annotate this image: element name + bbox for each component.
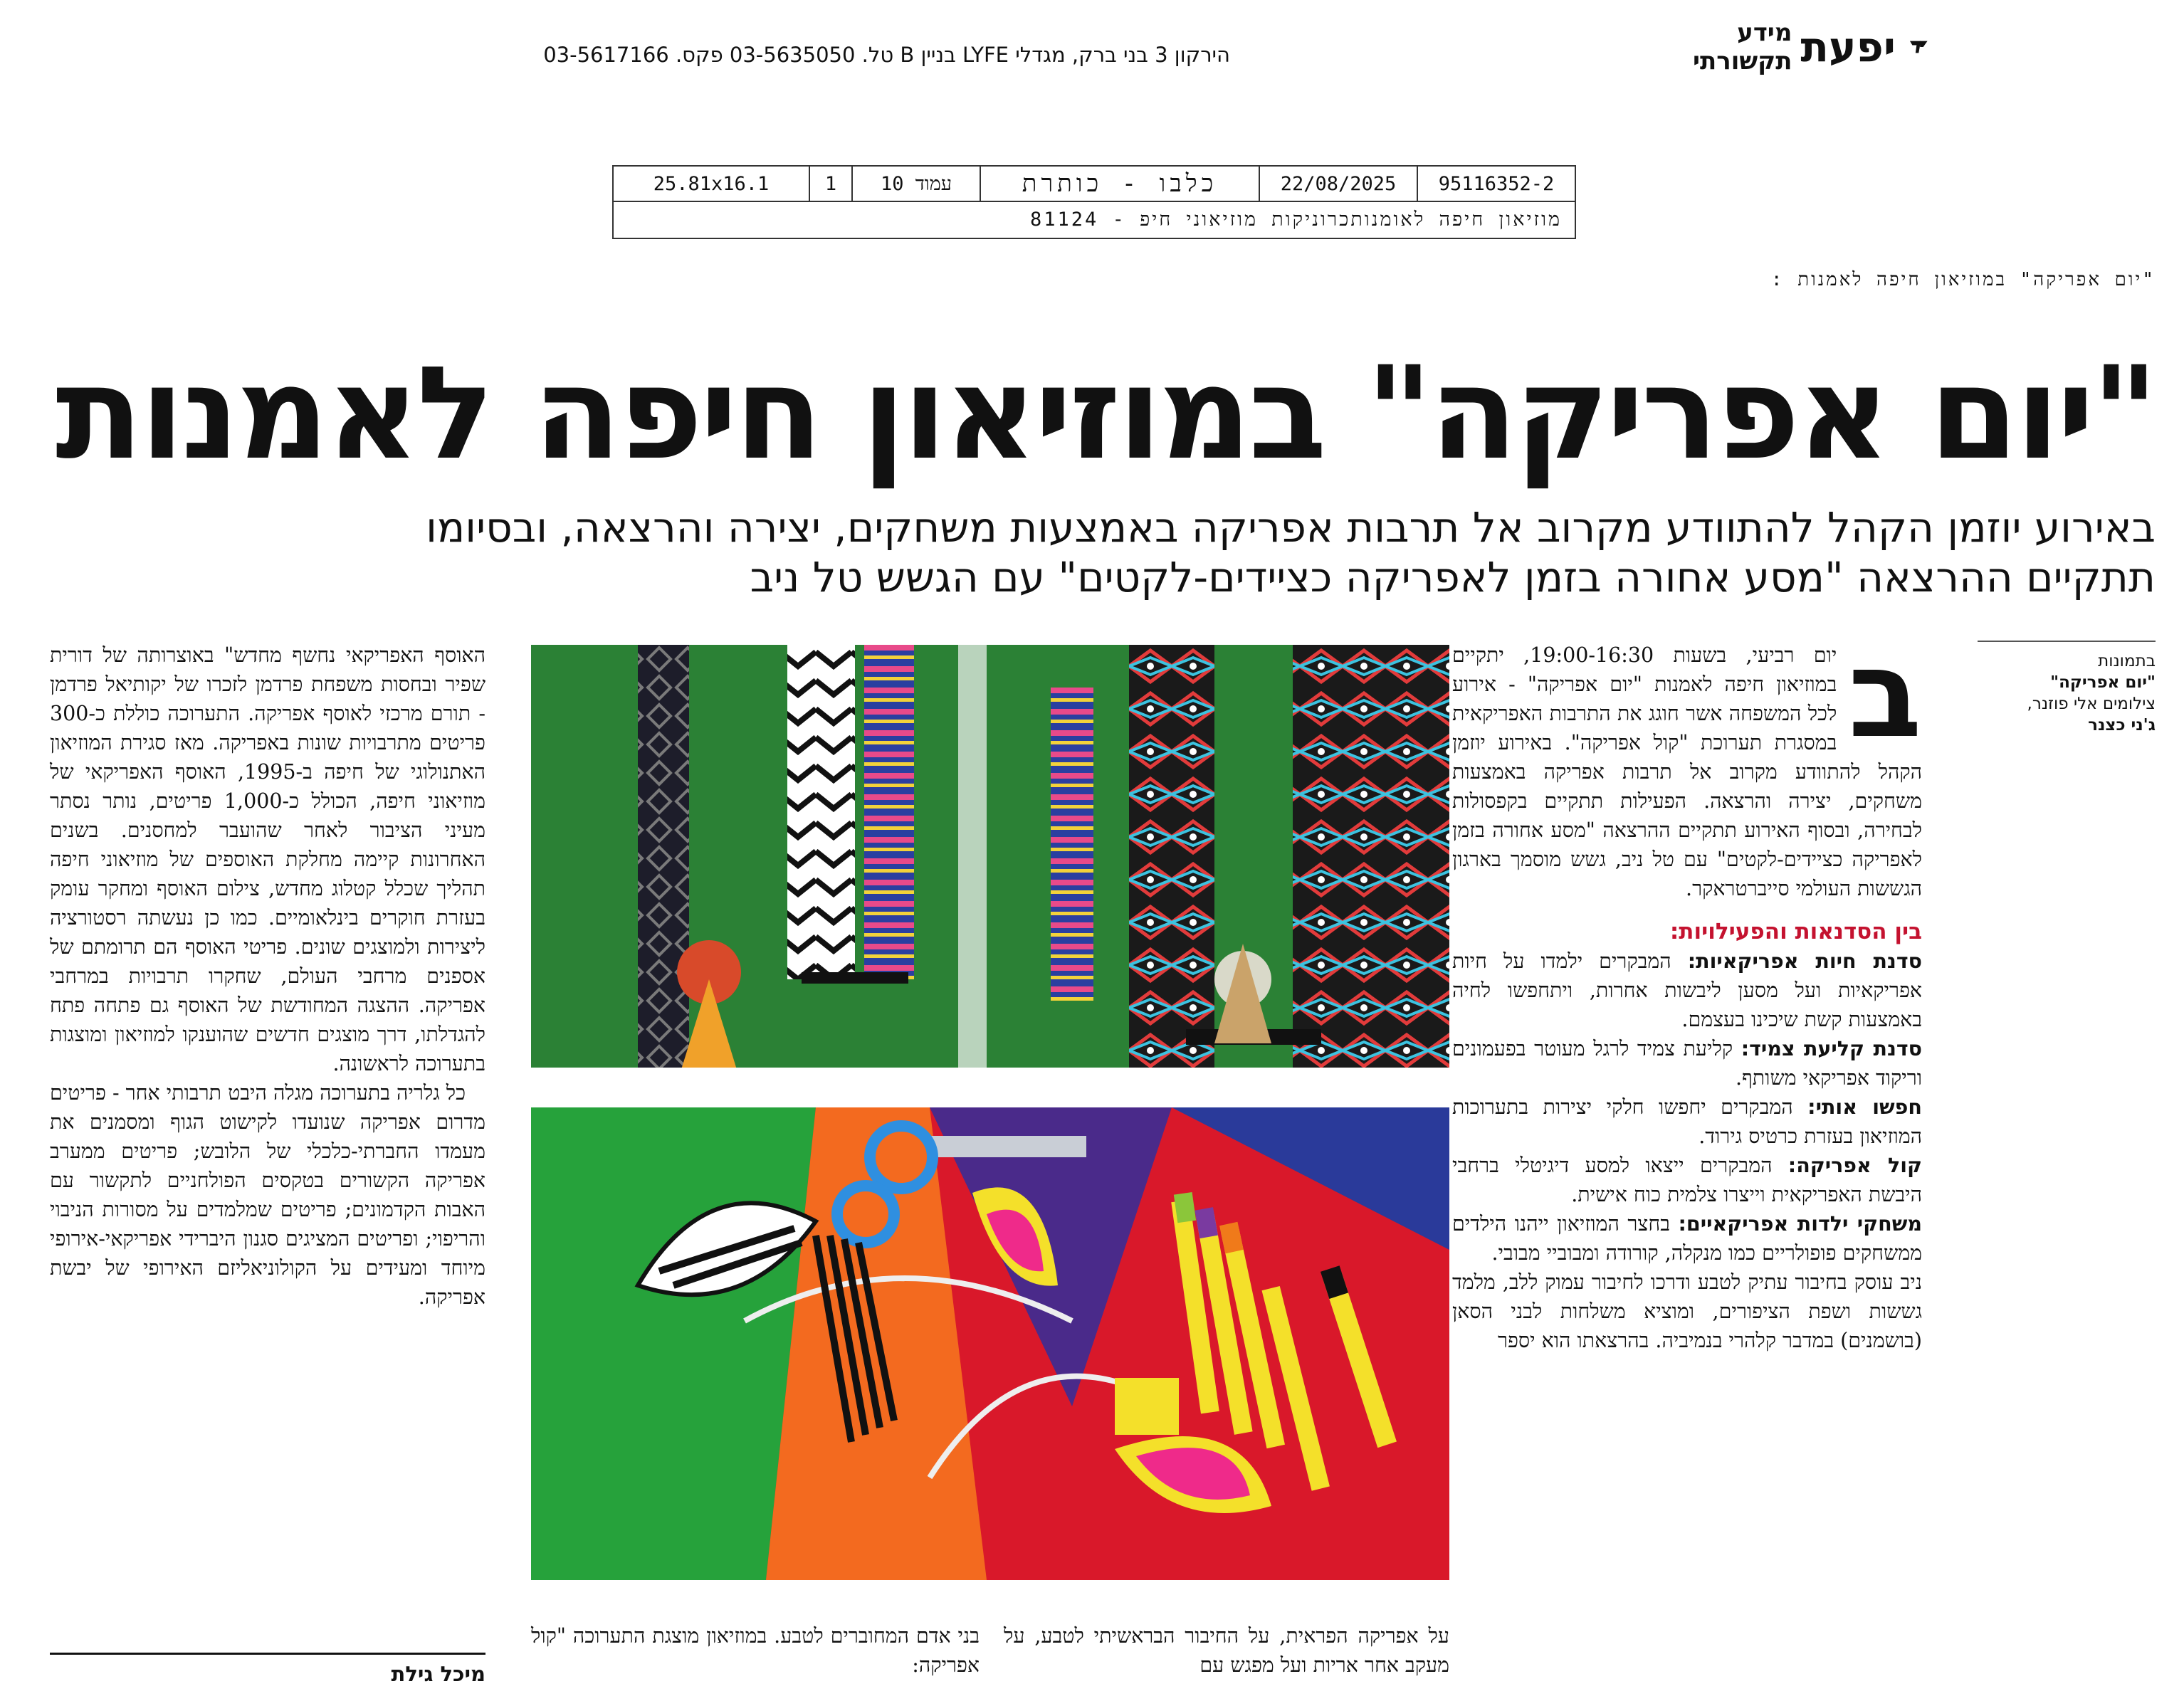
meta-client: מוזיאון חיפה לאומנותכרוניקות מוזיאוני חיפ - 81124	[1030, 208, 1562, 231]
craft-headbands-icon	[531, 1107, 1449, 1580]
item-lead: משחקי ילדות אפריקאיים:	[1678, 1212, 1922, 1236]
meta-id: 95116352-2	[1417, 167, 1575, 201]
clipping-meta-box	[612, 165, 1576, 239]
section-title: בין הסדנאות והפעילויות:	[1669, 919, 1922, 944]
item-text: המבקרים ילמדו על חיות אפריקאיות ועל מסען ליבשות אחרות, ויתחפשו לחיה באמצעות קשת שיכינו בעצמם.	[1452, 949, 1922, 1031]
item-text: בחצר המוזיאון ייהנו הילדים ממשחקים פופולריים כמו מנקלה, קורודה ומבוביי מבובי.	[1452, 1212, 1922, 1265]
meta-row	[614, 167, 1575, 202]
credit-line: בתמונות	[2098, 652, 2156, 670]
brand-tagline: מידע תקשורתי	[1693, 19, 1792, 75]
subhead-line-1: באירוע יוזמן הקהל להתוודע מקרוב אל תרבות אפריקה באמצעות משחקים, יצירה והרצאה, ובסיומו	[426, 503, 2156, 552]
headline: "יום אפריקה" במוזיאון חיפה לאמנות	[55, 339, 2156, 488]
brand-name: יפעת	[1800, 23, 1896, 71]
list-item	[1452, 947, 1922, 1034]
item-lead: סדנת קליעת צמיד:	[1741, 1037, 1922, 1060]
item-lead: קול אפריקה:	[1787, 1154, 1922, 1177]
topic-line: "יום אפריקה" במוזיאון חיפה לאמנות :	[1770, 269, 2156, 290]
photo-caption-right: על אפריקה הפראית, על החיבור הבראשיתי לטבע, על מעקב אחר אריות ועל מפגש עם	[1004, 1624, 1449, 1677]
brand-mark-icon	[1909, 19, 1928, 75]
subhead-line-2: תתקיים ההרצאה "מסע אחורה בזמן לאפריקה כציידים-לקטים" עם הגשש טל ניב	[750, 553, 2156, 601]
meta-page: עמוד 10	[851, 167, 980, 201]
exhibition-photo	[531, 645, 1449, 1068]
item-text: המבקרים יחפשו חלקי יצירות בתערוכות המוזיאון בעזרת כרטיס גירוד.	[1452, 1095, 1922, 1148]
list-item	[1452, 1092, 1922, 1151]
list-item	[1452, 1034, 1922, 1092]
meta-size: 25.81x16.1	[653, 172, 770, 195]
article-column-left	[50, 641, 485, 1312]
intro-paragraph: יום רביעי, בשעות 19:00-16:30, יתקיים במוזיאון חיפה לאמנות "יום אפריקה" - אירוע לכל המשפחה אשר חוגג את התרבות האפריקאית במסגרת תערוכת "קול אפריקה". באירוע יוזמן הקהל להתוודע מקרוב אל תרבות אפריקה באמצעות משחקים, יצירה והרצאה. הפעילות תתקיים בקפסולות לבחירה, ובסוף האירוע תתקיים ההרצאה "מסע אחורה בזמן לאפריקה כציידים-לקטים" עם טל ניב, גשש מוסמך בארגון הגששות העולמי סייברטראקר.	[1452, 643, 1922, 900]
meta-publication: כלבו - כותרת	[980, 167, 1259, 201]
crafts-photo	[531, 1107, 1449, 1580]
author-signature: מיכל גילת	[50, 1653, 485, 1686]
list-item	[1452, 1151, 1922, 1209]
meta-row-client	[614, 202, 1575, 236]
meta-count: 1	[809, 167, 851, 201]
subheadline	[27, 502, 2156, 602]
photo-credit	[1978, 641, 2156, 736]
brand-logo	[1693, 19, 1928, 75]
credit-line: צילומים אלי פוזנר,	[2027, 695, 2156, 713]
item-text: קליעת צמיד לרגל מעוטר בפעמונים וריקוד אפריקאי משותף.	[1452, 1037, 1922, 1090]
body-paragraph: ניב עוסק בחיבור עתיק לטבע ודרכו לחיבור עמוק ללב, מלמד גששות ושפת הציפורים, ומוציא משלחות לבני הסאן (בושמנים) במדבר קלהרי בנמיביה. בהרצאתו הוא יספר	[1452, 1270, 1922, 1352]
item-text: המבקרים ייצאו למסע דיגיטלי ברחבי היבשת האפריקאית וייצרו צלמית כוח אישית.	[1452, 1154, 1922, 1206]
body-paragraph: כל גלריה בתערוכה מגלה היבט תרבותי אחר - פריטים מדרום אפריקה שנועדו לקישוט הגוף ומסמנים את מעמדו החברתי-כלכלי של הלובש; פריטים ממערב אפריקה הקשורים בטקסים הפולחניים לתקשור עם האבות הקדמונים; פריטים שמלמדים על מסורות הניבוי והריפוי; ופריטים המציגים סגנון היברידי אפריקאי-אירופי מיוחד ומעידים על הקולוניאליזם האירופי של יבשת אפריקה.	[50, 1081, 485, 1309]
item-lead: חפשו אותי:	[1807, 1095, 1922, 1119]
photo-caption-left: בני אדם המחוברים לטבע. במוזיאון מוצגת התערוכה "קול אפריקה:	[531, 1624, 980, 1677]
meta-date: 22/08/2025	[1259, 167, 1417, 201]
credit-line: ג'ני כצנר	[2088, 716, 2156, 734]
contact-line: הירקון 3 בני ברק, מגדלי LYFE בניין B טל. 03-5635050 פקס. 03-5617166	[543, 43, 1230, 67]
drop-cap: ב	[1848, 624, 1922, 765]
list-item	[1452, 1209, 1922, 1268]
item-lead: סדנת חיות אפריקאיות:	[1687, 949, 1922, 973]
body-paragraph: האוסף האפריקאי נחשף מחדש" באוצרותה של דורית שפיר ובחסות משפחת פרדמן לזכרו של יקותיאל פרדמן - תורם מרכזי לאוסף אפריקה. התערוכה כוללת כ-300 פריטים מתרבויות שונות באפריקה. מאז סגירת המוזיאון האתנולוגי של חיפה ב-1995, האוסף האפריקאי של מוזיאוני חיפה, הכולל כ-1,000 פריטים, נותר נסתר מעיני הציבור לאחר שהועבר למחסנים. בשנים האחרונות קיימה מחלקת האוספים של מוזיאוני חיפה תהליך שכלל קטלוג מחדש, צילום האוסף ומחקר עומק בעזרת חוקרים בינלאומיים. כמו כן נעשתה רסטורציה ליצירות ולמוצגים שונים. פריטי האוסף הם תרומתם של אספנים מרחבי העולם, שחקרו תרבויות במרחבי אפריקה. ההצגה המחודשת של האוסף גם פתחה פתח להגדלתו, דרך מוצגים חדשים שהוענקו למוזיאון ומוצגות בתערוכה לראשונה.	[50, 643, 485, 1075]
exhibition-wall-icon	[531, 645, 1449, 1068]
article-column-right	[1452, 624, 1922, 1355]
credit-line: "יום אפריקה"	[2050, 673, 2156, 692]
